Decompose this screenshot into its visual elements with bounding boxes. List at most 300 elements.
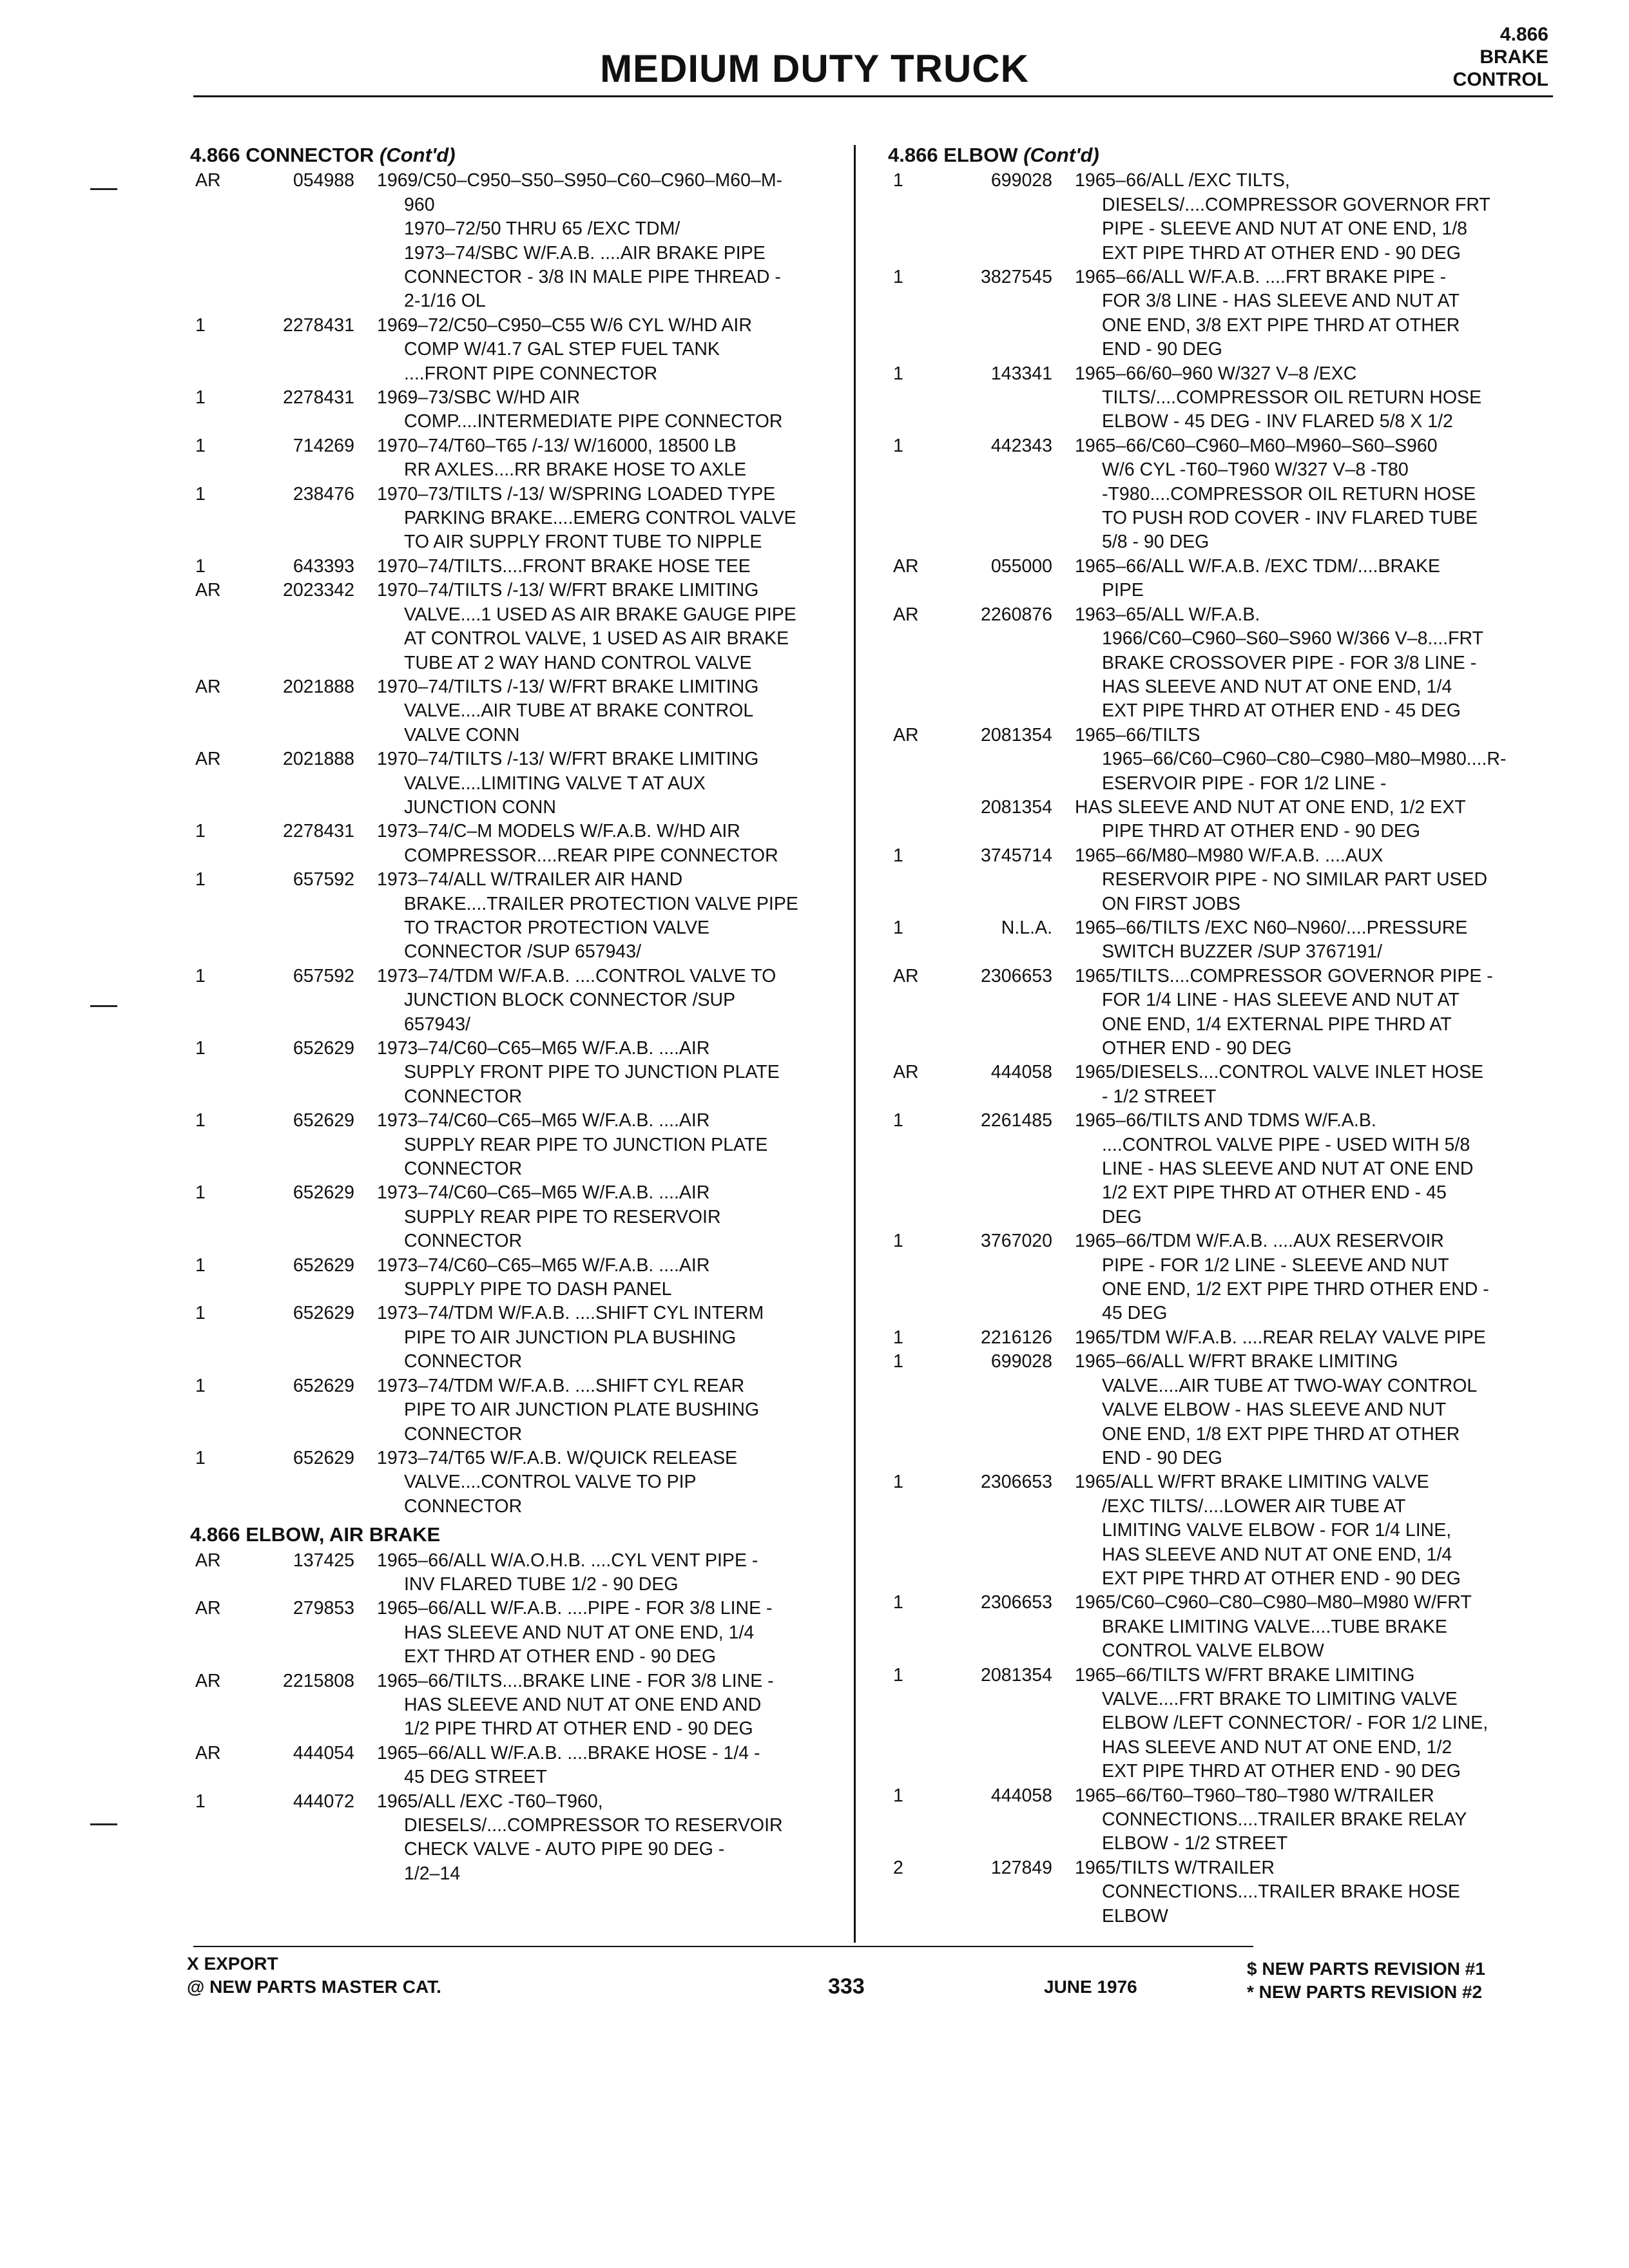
entry-part-number: 2278431 xyxy=(283,314,354,336)
entry-description-line: FOR 3/8 LINE - HAS SLEEVE AND NUT AT xyxy=(1102,291,1460,312)
entry-description-line: 1965–66/TILTS W/FRT BRAKE LIMITING xyxy=(1075,1664,1415,1686)
parts-entry xyxy=(190,820,841,868)
entry-description-line: TUBE AT 2 WAY HAND CONTROL VALVE xyxy=(404,652,752,673)
parts-entry xyxy=(190,386,841,434)
entry-part-number: 2021888 xyxy=(283,676,354,697)
entry-quantity: AR xyxy=(195,749,221,770)
entry-description-line: 1969/C50–C950–S50–S950–C60–C960–M60–M- xyxy=(377,170,783,191)
entry-description-line: 1965–66/TILTS xyxy=(1075,724,1200,745)
entry-quantity: 1 xyxy=(195,387,206,408)
revision-note-1: $ NEW PARTS REVISION #1 xyxy=(1247,1959,1485,1979)
entry-quantity: 1 xyxy=(195,1254,206,1276)
parts-entry xyxy=(888,1229,1539,1326)
parts-entry xyxy=(190,1181,841,1253)
entry-description-line: EXT THRD AT OTHER END - 90 DEG xyxy=(404,1646,717,1667)
entry-description-line: BRAKE LIMITING VALVE....TUBE BRAKE xyxy=(1102,1616,1447,1637)
entry-description-line: ELBOW - 45 DEG - INV FLARED 5/8 X 1/2 xyxy=(1102,411,1453,432)
parts-entry xyxy=(888,1061,1539,1109)
entry-description-line: W/6 CYL -T60–T960 W/327 V–8 -T80 xyxy=(1102,459,1409,481)
entry-description-line: 1965–66/C60–C960–C80–C980–M80–M980....R- xyxy=(1102,749,1507,770)
parts-entry xyxy=(190,1790,841,1887)
entry-part-number: 3827545 xyxy=(981,267,1052,288)
entry-quantity: 1 xyxy=(195,965,206,986)
entry-description-line: 1969–73/SBC W/HD AIR xyxy=(377,387,581,408)
entry-description-line: 1965/ALL W/FRT BRAKE LIMITING VALVE xyxy=(1075,1472,1429,1493)
entry-description-line: VALVE....AIR TUBE AT BRAKE CONTROL xyxy=(404,700,754,722)
entry-description-line: OTHER END - 90 DEG xyxy=(1102,1038,1292,1059)
entry-part-number: 127849 xyxy=(990,1857,1052,1878)
entry-description-line: 1965–66/TILTS AND TDMS W/F.A.B. xyxy=(1075,1110,1376,1131)
entry-description-line: 1965–66/ALL W/FRT BRAKE LIMITING xyxy=(1075,1351,1398,1372)
entry-description-line: 1970–74/TILTS....FRONT BRAKE HOSE TEE xyxy=(377,555,751,577)
entry-description-line: 1965–66/60–960 W/327 V–8 /EXC xyxy=(1075,363,1357,384)
entry-description-line: 1973–74/C–M MODELS W/F.A.B. W/HD AIR xyxy=(377,821,740,842)
entry-description-line: /EXC TILTS/....LOWER AIR TUBE AT xyxy=(1102,1495,1406,1517)
entry-description-line: 1970–72/50 THRU 65 /EXC TDM/ xyxy=(404,218,680,240)
entry-part-number: 652629 xyxy=(293,1182,354,1204)
master-cat-note: @ NEW PARTS MASTER CAT. xyxy=(187,1977,441,1997)
section-heading xyxy=(888,143,1539,167)
entry-description-line: EXT PIPE THRD AT OTHER END - 45 DEG xyxy=(1102,700,1461,722)
entry-part-number: 2261485 xyxy=(981,1110,1052,1131)
entry-description-line: AT CONTROL VALVE, 1 USED AS AIR BRAKE xyxy=(404,628,789,649)
entry-quantity: AR xyxy=(195,1598,221,1619)
entry-description-line: ....FRONT PIPE CONNECTOR xyxy=(404,363,658,384)
entry-description-line: 1973–74/ALL W/TRAILER AIR HAND xyxy=(377,869,683,890)
entry-description-line: JUNCTION CONN xyxy=(404,796,556,818)
entry-part-number: 3767020 xyxy=(981,1231,1052,1252)
entry-description-line: ELBOW - 1/2 STREET xyxy=(1102,1833,1288,1854)
entry-description-line: 1973–74/C60–C65–M65 W/F.A.B. ....AIR xyxy=(377,1110,710,1131)
entry-quantity: AR xyxy=(195,170,221,191)
entry-description-line: 1965/TILTS....COMPRESSOR GOVERNOR PIPE - xyxy=(1075,965,1493,986)
entry-part-number: 643393 xyxy=(293,555,354,577)
parts-entry xyxy=(190,314,841,386)
margin-mark xyxy=(90,188,117,190)
entry-description-line: CONNECTOR xyxy=(404,1423,523,1445)
entry-part-number: 442343 xyxy=(990,435,1052,456)
entry-description-line: 1966/C60–C960–S60–S960 W/366 V–8....FRT xyxy=(1102,628,1484,649)
parts-entry xyxy=(190,1549,841,1597)
parts-entry xyxy=(888,1591,1539,1663)
section-heading-title: 4.866 CONNECTOR xyxy=(190,144,374,166)
parts-entry xyxy=(190,1302,841,1374)
parts-entry xyxy=(888,965,1539,1061)
entry-description-line: 1965–66/ALL W/F.A.B. ....PIPE - FOR 3/8 LINE - xyxy=(377,1598,773,1619)
entry-quantity: AR xyxy=(893,965,919,986)
entry-description-line: DIESELS/....COMPRESSOR GOVERNOR FRT xyxy=(1102,194,1490,215)
entry-quantity: AR xyxy=(893,604,919,625)
entry-part-number: 2306653 xyxy=(981,1472,1052,1493)
entry-quantity: 1 xyxy=(893,1351,903,1372)
entry-description-line: LINE - HAS SLEEVE AND NUT AT ONE END xyxy=(1102,1158,1474,1180)
entry-description-line: DEG xyxy=(1102,1206,1142,1227)
entry-description-line: 1973–74/TDM W/F.A.B. ....CONTROL VALVE TO xyxy=(377,965,776,986)
entry-description-line: VALVE....LIMITING VALVE T AT AUX xyxy=(404,773,706,794)
entry-description-line: CONNECTOR xyxy=(404,1086,523,1107)
entry-description-line: 1965/TILTS W/TRAILER xyxy=(1075,1857,1275,1878)
entry-quantity: 1 xyxy=(195,555,206,577)
entry-quantity: AR xyxy=(195,676,221,697)
entry-description-line: PIPE - FOR 1/2 LINE - SLEEVE AND NUT xyxy=(1102,1254,1449,1276)
entry-description-line: SUPPLY FRONT PIPE TO JUNCTION PLATE xyxy=(404,1062,780,1083)
parts-entry xyxy=(888,434,1539,555)
entry-description-line: END - 90 DEG xyxy=(1102,339,1222,360)
entry-quantity: 1 xyxy=(893,1110,903,1131)
parts-entry xyxy=(888,362,1539,434)
export-note: X EXPORT xyxy=(187,1954,278,1974)
parts-entry xyxy=(190,1254,841,1302)
continued-label: (Cont'd) xyxy=(380,144,456,166)
entry-description-line: TO PUSH ROD COVER - INV FLARED TUBE xyxy=(1102,508,1478,529)
entry-description-line: JUNCTION BLOCK CONNECTOR /SUP xyxy=(404,990,736,1011)
entry-part-number: 2260876 xyxy=(981,604,1052,625)
entry-quantity: AR xyxy=(195,1550,221,1571)
entry-quantity: 1 xyxy=(195,435,206,456)
entry-description-line: 1965–66/ALL /EXC TILTS, xyxy=(1075,170,1290,191)
entry-description-line: VALVE....CONTROL VALVE TO PIP xyxy=(404,1472,697,1493)
entry-description-line: PIPE - SLEEVE AND NUT AT ONE END, 1/8 xyxy=(1102,218,1468,240)
entry-description-line: 960 xyxy=(404,194,435,215)
entry-quantity: 1 xyxy=(893,1327,903,1348)
margin-mark xyxy=(90,1823,117,1825)
entry-description-line: ONE END, 1/4 EXTERNAL PIPE THRD AT xyxy=(1102,1014,1452,1035)
entry-quantity: 1 xyxy=(195,483,206,505)
entry-description-line: 1970–74/T60–T65 /-13/ W/16000, 18500 LB xyxy=(377,435,737,456)
entry-description-line: EXT PIPE THRD AT OTHER END - 90 DEG xyxy=(1102,1568,1461,1589)
header-rule xyxy=(193,95,1553,97)
entry-description-line: 1/2 PIPE THRD AT OTHER END - 90 DEG xyxy=(404,1718,753,1740)
entry-quantity: 1 xyxy=(195,1110,206,1131)
parts-entry xyxy=(190,434,841,483)
parts-entry xyxy=(190,1037,841,1109)
entry-part-number: 699028 xyxy=(990,1351,1052,1372)
entry-part-number: 2023342 xyxy=(283,580,354,601)
parts-entry xyxy=(190,675,841,747)
entry-part-number: 657592 xyxy=(293,869,354,890)
entry-description-line: ON FIRST JOBS xyxy=(1102,893,1240,914)
entry-description-line: EXT PIPE THRD AT OTHER END - 90 DEG xyxy=(1102,1761,1461,1782)
entry-description-line: SUPPLY REAR PIPE TO RESERVOIR xyxy=(404,1206,721,1227)
entry-description-line: ELBOW xyxy=(1102,1905,1168,1927)
parts-entry xyxy=(190,1742,841,1790)
entry-description-line: 1965–66/TILTS /EXC N60–N960/....PRESSURE xyxy=(1075,917,1468,938)
entry-description-line: 1965–66/C60–C960–M60–M960–S60–S960 xyxy=(1075,435,1438,456)
entry-description-line: CONNECTOR xyxy=(404,1231,523,1252)
entry-part-number: 652629 xyxy=(293,1254,354,1276)
entry-description-line: FOR 1/4 LINE - HAS SLEEVE AND NUT AT xyxy=(1102,990,1460,1011)
entry-part-number: 2216126 xyxy=(981,1327,1052,1348)
continued-label: (Cont'd) xyxy=(1023,144,1099,166)
entry-description-line: 1/2–14 xyxy=(404,1863,461,1884)
entry-quantity: 1 xyxy=(195,869,206,890)
entry-part-number: 2278431 xyxy=(283,821,354,842)
entry-part-number: 2306653 xyxy=(981,965,1052,986)
entry-quantity: 1 xyxy=(893,1472,903,1493)
entry-description-line: COMP W/41.7 GAL STEP FUEL TANK xyxy=(404,339,720,360)
entry-part-number: 652629 xyxy=(293,1375,354,1396)
entry-part-number: 699028 xyxy=(990,170,1052,191)
entry-quantity: AR xyxy=(195,1742,221,1763)
entry-description-line: 1965–66/ALL W/F.A.B. ....FRT BRAKE PIPE - xyxy=(1075,267,1447,288)
entry-description-line: PARKING BRAKE....EMERG CONTROL VALVE xyxy=(404,508,796,529)
parts-entry xyxy=(888,1470,1539,1591)
entry-part-number: 652629 xyxy=(293,1038,354,1059)
entry-description-line: PIPE xyxy=(1102,580,1144,601)
entry-description-line: ONE END, 3/8 EXT PIPE THRD AT OTHER xyxy=(1102,314,1460,336)
entry-part-number: 652629 xyxy=(293,1447,354,1468)
entry-quantity: AR xyxy=(893,555,919,577)
entry-part-number: 054988 xyxy=(293,170,354,191)
entry-description-line: CONNECTOR xyxy=(404,1351,523,1372)
entry-part-number: 055000 xyxy=(990,555,1052,577)
column-divider xyxy=(854,145,856,1943)
entry-description-line: ESERVOIR PIPE - FOR 1/2 LINE - xyxy=(1102,773,1387,794)
footer-rule xyxy=(193,1946,1253,1947)
entry-part-number: 279853 xyxy=(293,1598,354,1619)
parts-entry xyxy=(190,965,841,1037)
entry-description-line: 45 DEG xyxy=(1102,1303,1168,1324)
entry-description-line: 1963–65/ALL W/F.A.B. xyxy=(1075,604,1260,625)
entry-description-line: HAS SLEEVE AND NUT AT ONE END, 1/4 xyxy=(1102,676,1452,697)
entry-part-number: N.L.A. xyxy=(1001,917,1052,938)
entry-description-line: 1965–66/T60–T960–T80–T980 W/TRAILER xyxy=(1075,1785,1434,1806)
entry-description-line: 1965–66/ALL W/F.A.B. /EXC TDM/....BRAKE xyxy=(1075,555,1441,577)
entry-part-number: 2081354 xyxy=(981,796,1052,818)
parts-entry xyxy=(888,1856,1539,1928)
parts-entry xyxy=(190,1374,841,1446)
entry-quantity: 1 xyxy=(195,1182,206,1204)
entry-description-line: 1973–74/TDM W/F.A.B. ....SHIFT CYL REAR xyxy=(377,1375,745,1396)
entry-description-line: HAS SLEEVE AND NUT AT ONE END, 1/4 xyxy=(1102,1544,1452,1565)
parts-entry xyxy=(888,265,1539,362)
entry-description-line: INV FLARED TUBE 1/2 - 90 DEG xyxy=(404,1573,679,1595)
entry-description-line: BRAKE....TRAILER PROTECTION VALVE PIPE xyxy=(404,893,798,914)
entry-description-line: 1965–66/M80–M980 W/F.A.B. ....AUX xyxy=(1075,845,1383,866)
entry-description-line: TO TRACTOR PROTECTION VALVE xyxy=(404,917,710,938)
entry-description-line: PIPE TO AIR JUNCTION PLATE BUSHING xyxy=(404,1399,760,1421)
entry-description-line: VALVE ELBOW - HAS SLEEVE AND NUT xyxy=(1102,1399,1447,1421)
entry-part-number: 2215808 xyxy=(283,1670,354,1691)
parts-entry xyxy=(190,483,841,555)
section-heading-title: 4.866 ELBOW, AIR BRAKE xyxy=(190,1523,441,1546)
entry-description-line: CHECK VALVE - AUTO PIPE 90 DEG - xyxy=(404,1839,725,1860)
section-number: 4.866 xyxy=(1499,24,1548,45)
entry-description-line: 1965–66/TDM W/F.A.B. ....AUX RESERVOIR xyxy=(1075,1231,1444,1252)
entry-description-line: HAS SLEEVE AND NUT AT ONE END, 1/4 xyxy=(404,1622,755,1643)
entry-description-line: 1965–66/ALL W/A.O.H.B. ....CYL VENT PIPE - xyxy=(377,1550,758,1571)
entry-description-line: 45 DEG STREET xyxy=(404,1767,547,1788)
parts-entry xyxy=(190,1109,841,1181)
parts-entry xyxy=(190,1669,841,1742)
entry-description-line: 1973–74/C60–C65–M65 W/F.A.B. ....AIR xyxy=(377,1038,710,1059)
entry-part-number: 657592 xyxy=(293,965,354,986)
entry-description-line: ELBOW /LEFT CONNECTOR/ - FOR 1/2 LINE, xyxy=(1102,1713,1489,1734)
entry-description-line: 1973–74/SBC W/F.A.B. ....AIR BRAKE PIPE xyxy=(404,242,766,264)
entry-description-line: COMPRESSOR....REAR PIPE CONNECTOR xyxy=(404,845,778,866)
entry-description-line: 1973–74/C60–C65–M65 W/F.A.B. ....AIR xyxy=(377,1254,710,1276)
entry-quantity: 1 xyxy=(893,845,903,866)
entry-part-number: 2081354 xyxy=(981,724,1052,745)
entry-description-line: PIPE TO AIR JUNCTION PLA BUSHING xyxy=(404,1327,737,1348)
entry-description-line: DIESELS/....COMPRESSOR TO RESERVOIR xyxy=(404,1815,783,1836)
parts-entry xyxy=(888,603,1539,724)
entry-description-line: CONNECTOR - 3/8 IN MALE PIPE THREAD - xyxy=(404,267,781,288)
entry-description-line: LIMITING VALVE ELBOW - FOR 1/4 LINE, xyxy=(1102,1520,1452,1541)
entry-description-line: VALVE....1 USED AS AIR BRAKE GAUGE PIPE xyxy=(404,604,796,625)
entry-part-number: 444072 xyxy=(293,1791,354,1812)
left-column xyxy=(190,143,841,1886)
parts-entry xyxy=(190,747,841,820)
entry-part-number: 2081354 xyxy=(981,1664,1052,1686)
parts-entry xyxy=(888,1784,1539,1856)
section-heading xyxy=(190,1523,841,1546)
entry-description-line: 1965/C60–C960–C80–C980–M80–M980 W/FRT xyxy=(1075,1592,1472,1613)
entry-description-line: 1970–73/TILTS /-13/ W/SPRING LOADED TYPE xyxy=(377,483,776,505)
parts-entry xyxy=(888,555,1539,603)
parts-entry xyxy=(888,844,1539,916)
entry-part-number: 238476 xyxy=(293,483,354,505)
entry-description-line: TO AIR SUPPLY FRONT TUBE TO NIPPLE xyxy=(404,532,762,553)
entry-description-line: RR AXLES....RR BRAKE HOSE TO AXLE xyxy=(404,459,747,481)
entry-description-line: CONNECTIONS....TRAILER BRAKE HOSE xyxy=(1102,1881,1460,1903)
entry-description-line: EXT PIPE THRD AT OTHER END - 90 DEG xyxy=(1102,242,1461,264)
entry-quantity: 2 xyxy=(893,1857,903,1878)
parts-entry xyxy=(190,555,841,579)
entry-part-number: 3745714 xyxy=(981,845,1052,866)
entry-description-line: ONE END, 1/8 EXT PIPE THRD AT OTHER xyxy=(1102,1423,1460,1445)
entry-description-line: SWITCH BUZZER /SUP 3767191/ xyxy=(1102,941,1383,963)
entry-description-line: END - 90 DEG xyxy=(1102,1447,1222,1468)
entry-description-line: 1965–66/ALL W/F.A.B. ....BRAKE HOSE - 1/4 - xyxy=(377,1742,760,1763)
entry-quantity: AR xyxy=(195,580,221,601)
entry-description-line: 1973–74/T65 W/F.A.B. W/QUICK RELEASE xyxy=(377,1447,738,1468)
publication-date: JUNE 1976 xyxy=(1044,1977,1137,1997)
entry-quantity: 1 xyxy=(893,1785,903,1806)
right-column xyxy=(888,143,1539,1928)
entry-description-line: SUPPLY REAR PIPE TO JUNCTION PLATE xyxy=(404,1134,768,1155)
entry-part-number: 2306653 xyxy=(981,1592,1052,1613)
entry-quantity: AR xyxy=(195,1670,221,1691)
entry-quantity: 1 xyxy=(893,170,903,191)
entry-description-line: 1965/TDM W/F.A.B. ....REAR RELAY VALVE PIPE xyxy=(1075,1327,1486,1348)
entry-part-number: 444058 xyxy=(990,1785,1052,1806)
entry-description-line: 1970–74/TILTS /-13/ W/FRT BRAKE LIMITING xyxy=(377,749,759,770)
entry-quantity: 1 xyxy=(195,1447,206,1468)
entry-description-line: 1970–74/TILTS /-13/ W/FRT BRAKE LIMITING xyxy=(377,676,759,697)
entry-part-number: 143341 xyxy=(990,363,1052,384)
entry-quantity: 1 xyxy=(893,1664,903,1686)
entry-quantity: 1 xyxy=(893,435,903,456)
entry-description-line: BRAKE CROSSOVER PIPE - FOR 3/8 LINE - xyxy=(1102,652,1477,673)
entry-description-line: 1/2 EXT PIPE THRD AT OTHER END - 45 xyxy=(1102,1182,1447,1204)
parts-entry xyxy=(190,1446,841,1519)
entry-part-number: 444058 xyxy=(990,1062,1052,1083)
entry-description-line: HAS SLEEVE AND NUT AT ONE END, 1/2 xyxy=(1102,1736,1452,1758)
parts-entry xyxy=(888,1326,1539,1350)
entry-quantity: 1 xyxy=(195,821,206,842)
parts-entry xyxy=(190,579,841,675)
entry-description-line: CONNECTIONS....TRAILER BRAKE RELAY xyxy=(1102,1809,1467,1831)
entry-description-line: CONNECTOR xyxy=(404,1495,523,1517)
entry-description-line: HAS SLEEVE AND NUT AT ONE END AND xyxy=(404,1694,762,1715)
entry-part-number: 137425 xyxy=(293,1550,354,1571)
entry-description-line: VALVE CONN xyxy=(404,724,520,745)
entry-part-number: 2278431 xyxy=(283,387,354,408)
parts-entry xyxy=(888,916,1539,965)
entry-description-line: 1973–74/C60–C65–M65 W/F.A.B. ....AIR xyxy=(377,1182,710,1204)
entry-description-line: 1970–74/TILTS /-13/ W/FRT BRAKE LIMITING xyxy=(377,580,759,601)
parts-entry xyxy=(888,724,1539,796)
entry-part-number: 714269 xyxy=(293,435,354,456)
entry-description-line: 2-1/16 OL xyxy=(404,291,486,312)
entry-description-line: 1965/DIESELS....CONTROL VALVE INLET HOSE xyxy=(1075,1062,1484,1083)
margin-mark xyxy=(90,1005,117,1007)
entry-description-line: VALVE....FRT BRAKE TO LIMITING VALVE xyxy=(1102,1688,1458,1709)
parts-entry xyxy=(888,1350,1539,1470)
entry-description-line: COMP....INTERMEDIATE PIPE CONNECTOR xyxy=(404,411,783,432)
parts-entry xyxy=(888,1109,1539,1229)
parts-entry xyxy=(888,169,1539,265)
entry-quantity: 1 xyxy=(195,314,206,336)
parts-entry xyxy=(190,1597,841,1669)
entry-quantity: 1 xyxy=(893,1231,903,1252)
entry-description-line: 1965/ALL /EXC -T60–T960, xyxy=(377,1791,603,1812)
entry-quantity: AR xyxy=(893,724,919,745)
entry-description-line: CONNECTOR xyxy=(404,1158,523,1180)
entry-part-number: 652629 xyxy=(293,1110,354,1131)
section-name-line1: BRAKE xyxy=(1480,46,1548,68)
entry-description-line: RESERVOIR PIPE - NO SIMILAR PART USED xyxy=(1102,869,1488,890)
entry-description-line: -T980....COMPRESSOR OIL RETURN HOSE xyxy=(1102,483,1476,505)
entry-description-line: 657943/ xyxy=(404,1014,471,1035)
entry-description-line: PIPE THRD AT OTHER END - 90 DEG xyxy=(1102,821,1421,842)
entry-description-line: CONTROL VALVE ELBOW xyxy=(1102,1640,1324,1662)
section-heading-title: 4.866 ELBOW xyxy=(888,144,1018,166)
entry-description-line: 1965–66/TILTS....BRAKE LINE - FOR 3/8 LINE - xyxy=(377,1670,774,1691)
entry-description-line: 1973–74/TDM W/F.A.B. ....SHIFT CYL INTERM xyxy=(377,1303,764,1324)
parts-entry xyxy=(190,868,841,965)
entry-part-number: 652629 xyxy=(293,1303,354,1324)
entry-part-number: 444054 xyxy=(293,1742,354,1763)
page-number: 333 xyxy=(828,1974,865,1999)
entry-quantity: 1 xyxy=(195,1375,206,1396)
entry-quantity: 1 xyxy=(893,267,903,288)
page-title: MEDIUM DUTY TRUCK xyxy=(600,47,1029,90)
parts-entry xyxy=(888,796,1539,844)
entry-quantity: 1 xyxy=(893,363,903,384)
parts-entry xyxy=(888,1664,1539,1784)
section-heading xyxy=(190,143,841,167)
entry-quantity: AR xyxy=(893,1062,919,1083)
entry-quantity: 1 xyxy=(893,917,903,938)
entry-description-line: ....CONTROL VALVE PIPE - USED WITH 5/8 xyxy=(1102,1134,1470,1155)
entry-description-line: 1969–72/C50–C950–C55 W/6 CYL W/HD AIR xyxy=(377,314,752,336)
entry-description-line: 5/8 - 90 DEG xyxy=(1102,532,1210,553)
entry-description-line: ONE END, 1/2 EXT PIPE THRD OTHER END - xyxy=(1102,1279,1489,1300)
entry-part-number: 2021888 xyxy=(283,749,354,770)
parts-entry xyxy=(190,169,841,313)
entry-description-line: SUPPLY PIPE TO DASH PANEL xyxy=(404,1279,672,1300)
revision-note-2: * NEW PARTS REVISION #2 xyxy=(1247,1982,1483,2002)
section-name-line2: CONTROL xyxy=(1452,69,1548,90)
entry-quantity: 1 xyxy=(195,1791,206,1812)
entry-description-line: CONNECTOR /SUP 657943/ xyxy=(404,941,642,963)
entry-quantity: 1 xyxy=(195,1303,206,1324)
entry-description-line: - 1/2 STREET xyxy=(1102,1086,1217,1107)
entry-description-line: TILTS/....COMPRESSOR OIL RETURN HOSE xyxy=(1102,387,1482,408)
entry-quantity: 1 xyxy=(893,1592,903,1613)
